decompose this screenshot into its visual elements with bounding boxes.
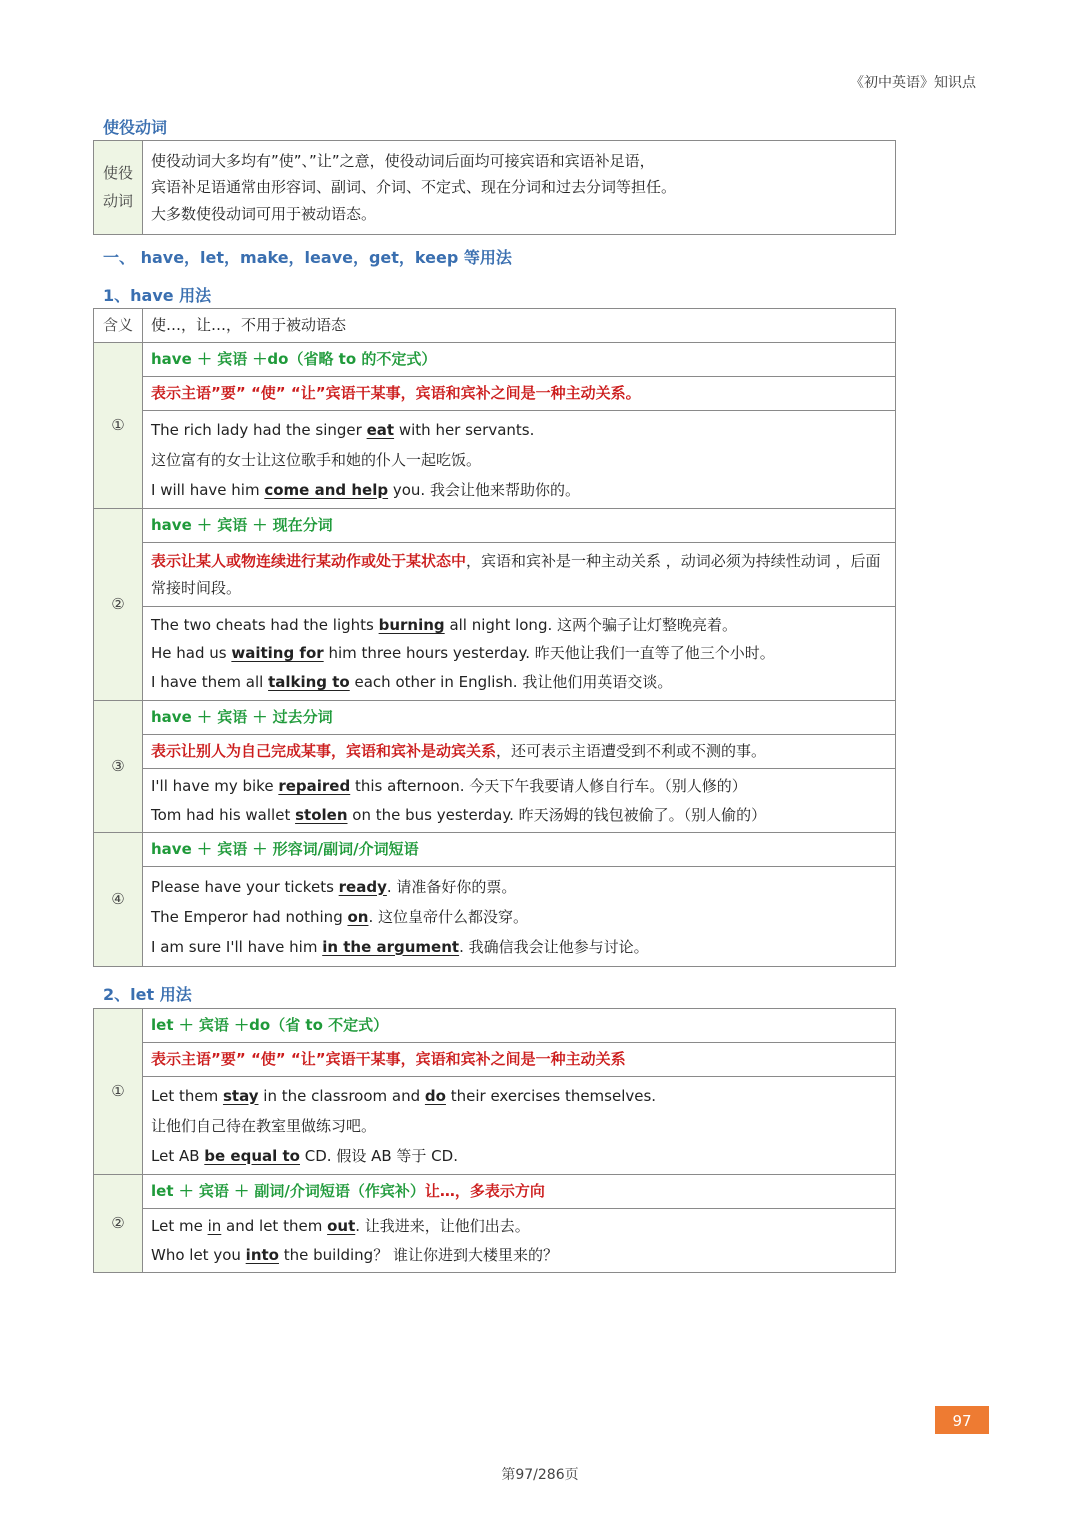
formula: have ＋ 宾语 ＋ 形容词/副词/介词短语: [143, 833, 896, 867]
example-line: [151, 639, 895, 668]
block-number: ①: [94, 1009, 143, 1175]
ex-text: The rich lady had the singer: [151, 420, 367, 439]
intro-label-line: 动词: [102, 191, 133, 210]
ex-underline: eat: [366, 420, 395, 439]
document-header: 《初中英语》知识点: [850, 75, 976, 91]
example-line: [151, 475, 895, 505]
example-line: [151, 415, 895, 445]
ex-text: Who let you: [151, 1245, 246, 1264]
formula-red: 让…，多表示方向: [424, 1181, 545, 1200]
ex-text: The two cheats had the lights: [151, 615, 379, 634]
intro-line: 使役动词大多均有”使”、”让”之意，使役动词后面均可接宾语和宾语补足语，: [151, 152, 655, 171]
example-line: [151, 668, 895, 697]
note: 表示主语”要” “使” “让”宾语干某事，宾语和宾补之间是一种主动关系: [143, 1043, 896, 1077]
ex-text: him three hours yesterday. 昨天他让我们一直等了他三个小时。: [323, 644, 775, 663]
example-line: [151, 932, 895, 962]
have-table: [93, 308, 896, 967]
ex-text: I have them all: [151, 672, 269, 691]
ex-text: Tom had his wallet: [151, 805, 296, 824]
ex-text: Let them: [151, 1086, 223, 1105]
note-red: 表示让别人为自己完成某事，宾语和宾补是动宾关系: [151, 741, 497, 760]
ex-text: . 让我进来，让他们出去。: [355, 1217, 530, 1235]
ex-text: . 请准备好你的票。: [386, 877, 517, 896]
page-footer: 第97/286页: [501, 1467, 579, 1483]
example-line: [151, 1212, 895, 1241]
ex-text: I am sure I'll have him: [151, 937, 323, 956]
ex-underline: stolen: [295, 805, 348, 824]
let-table: [93, 1008, 896, 1273]
block-number: ④: [94, 833, 143, 967]
intro-table: [93, 140, 896, 235]
ex-underline: in the argument: [322, 937, 460, 956]
meaning-text: 使…，让…，不用于被动语态: [143, 309, 896, 343]
ex-text: I'll have my bike: [151, 777, 279, 795]
formula: have ＋ 宾语 ＋do（省略 to 的不定式）: [143, 343, 896, 377]
note: [143, 543, 896, 607]
formula: let ＋ 宾语 ＋do（省 to 不定式）: [143, 1009, 896, 1043]
examples: [143, 769, 896, 833]
ex-text: . 这位皇帝什么都没穿。: [368, 907, 529, 926]
meaning-label: 含义: [94, 309, 143, 343]
note-red: 表示让某人或物连续进行某动作或处于某状态中: [151, 551, 467, 570]
note: 表示主语”要” “使” “让”宾语干某事，宾语和宾补之间是一种主动关系。: [143, 377, 896, 411]
example-line: [151, 1241, 895, 1270]
ex-text: in the classroom and: [258, 1086, 425, 1105]
ex-underline: ready: [338, 877, 387, 896]
example-line: [151, 801, 895, 830]
example-line: 这位富有的女士让这位歌手和她的仆人一起吃饭。: [151, 450, 482, 469]
ex-underline: stay: [222, 1086, 259, 1105]
section-title: 使役动词: [103, 118, 168, 137]
examples: [143, 1077, 896, 1175]
intro-label-line: 使役: [102, 163, 133, 182]
note-black: ，还可表示主语遭受到不利或不测的事。: [496, 741, 767, 760]
formula: have ＋ 宾语 ＋ 过去分词: [143, 701, 896, 735]
ex-underline: out: [327, 1217, 356, 1235]
note: [143, 735, 896, 769]
heading-let: 2、let 用法: [103, 985, 192, 1004]
ex-underline: on: [347, 907, 369, 926]
example-line: [151, 1141, 895, 1171]
ex-text: He had us: [151, 644, 232, 663]
example-line: [151, 1081, 895, 1111]
ex-text: the building？ 谁让你进到大楼里来的？: [278, 1245, 558, 1264]
ex-text: Let me: [151, 1217, 208, 1235]
example-line: [151, 902, 895, 932]
ex-underline: talking to: [268, 672, 350, 691]
ex-underline: come and help: [264, 480, 389, 499]
ex-text: . 我确信我会让他参与讨论。: [459, 937, 649, 956]
examples: [143, 867, 896, 967]
ex-text: and let them: [221, 1217, 328, 1235]
ex-text: each other in English. 我让他们用英语交谈。: [349, 672, 673, 691]
intro-line: 宾语补足语通常由形容词、副词、介词、不定式、现在分词和过去分词等担任。: [151, 178, 677, 197]
formula: have ＋ 宾语 ＋ 现在分词: [143, 509, 896, 543]
ex-text: on the bus yesterday. 昨天汤姆的钱包被偷了。（别人偷的）: [347, 805, 767, 824]
example-line: [151, 872, 895, 902]
examples: [143, 607, 896, 701]
example-line: [151, 611, 895, 640]
intro-label: [94, 141, 143, 235]
page-number-badge: 97: [935, 1406, 989, 1434]
examples: [143, 1209, 896, 1273]
ex-underline: in: [207, 1217, 222, 1235]
ex-underline: waiting for: [231, 644, 324, 663]
block-number: ①: [94, 343, 143, 509]
ex-underline: do: [424, 1086, 446, 1105]
ex-text: this afternoon. 今天下午我要请人修自行车。（别人修的）: [350, 777, 747, 795]
ex-text: you. 我会让他来帮助你的。: [388, 480, 580, 499]
ex-underline: repaired: [278, 777, 351, 795]
ex-text: CD. 假设 AB 等于 CD.: [299, 1146, 458, 1165]
example-line: 让他们自己待在教室里做练习吧。: [151, 1116, 377, 1135]
ex-text: with her servants.: [394, 420, 535, 439]
heading-usage: 一、 have，let，make，leave，get，keep 等用法: [103, 248, 512, 267]
intro-line: 大多数使役动词可用于被动语态。: [151, 204, 377, 223]
ex-text: all night long. 这两个骗子让灯整晚亮着。: [444, 615, 737, 634]
block-number: ②: [94, 1175, 143, 1273]
example-line: [151, 772, 895, 801]
block-number: ③: [94, 701, 143, 833]
ex-text: Let AB: [151, 1146, 205, 1165]
ex-underline: burning: [378, 615, 445, 634]
ex-text: Please have your tickets: [151, 877, 339, 896]
block-number: ②: [94, 509, 143, 701]
intro-content: [143, 141, 896, 235]
ex-text: their exercises themselves.: [445, 1086, 657, 1105]
heading-have: 1、have 用法: [103, 286, 212, 305]
ex-underline: into: [245, 1245, 279, 1264]
note-black: ，宾语和宾补是一种主动关系 ，动词必须为持续性动词 ，后面常接时间段。: [151, 551, 881, 597]
examples: [143, 411, 896, 509]
ex-underline: be equal to: [204, 1146, 300, 1165]
formula: [143, 1175, 896, 1209]
formula-green: let ＋ 宾语 ＋ 副词/介词短语（作宾补）: [151, 1181, 425, 1200]
ex-text: The Emperor had nothing: [151, 907, 348, 926]
ex-text: I will have him: [151, 480, 265, 499]
